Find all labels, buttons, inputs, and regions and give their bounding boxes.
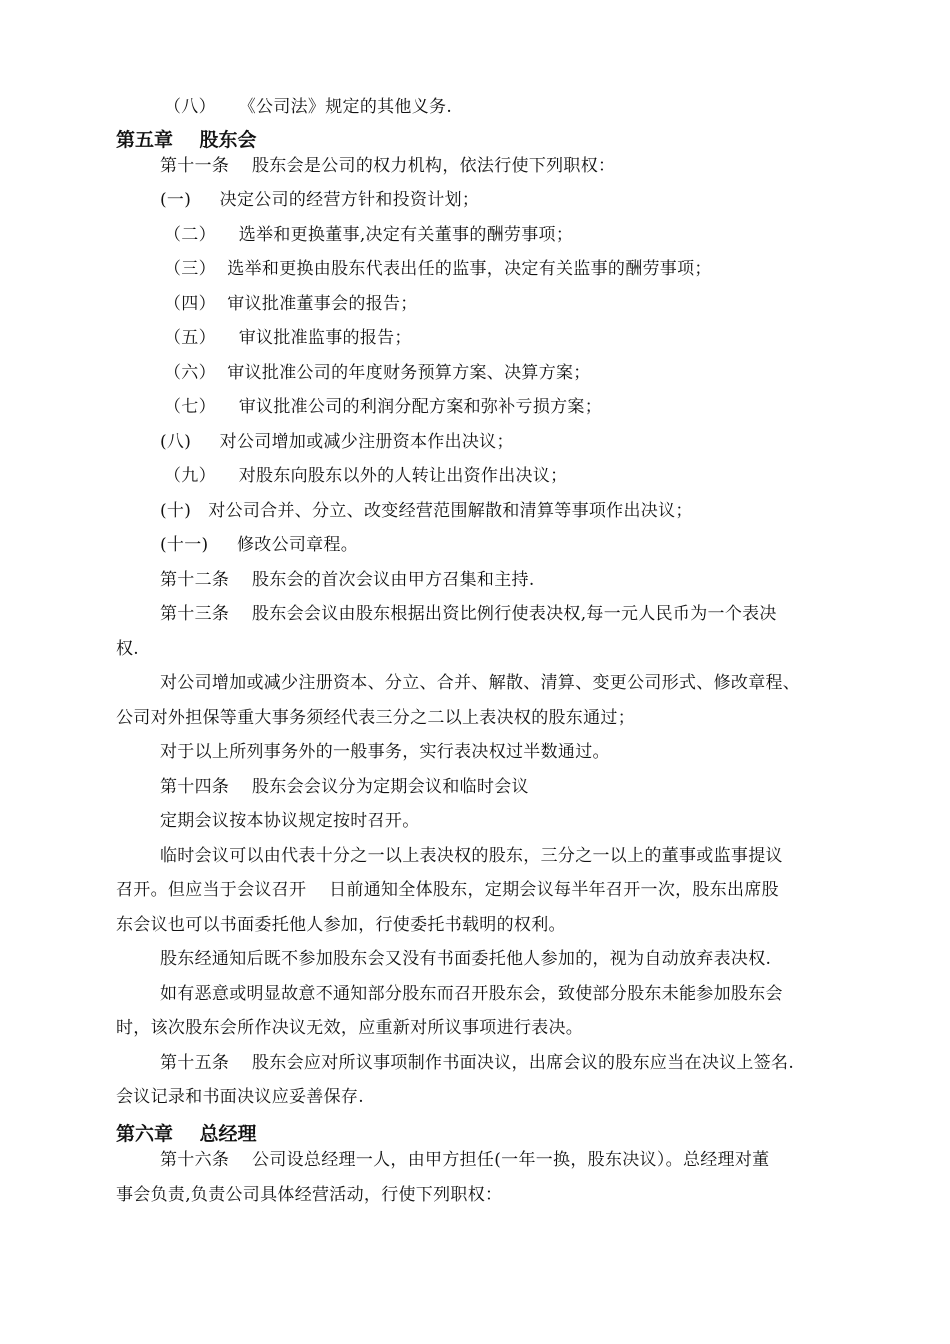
article-line: 第十四条 股东会会议分为定期会议和临时会议 xyxy=(160,777,529,797)
clause-line: （四） 审议批准董事会的报告； xyxy=(164,294,418,314)
paragraph-line: 会议记录和书面决议应妥善保存. xyxy=(116,1087,364,1107)
paragraph-line: 如有恶意或明显故意不通知部分股东而召开股东会，致使部分股东未能参加股东会 xyxy=(160,984,783,1004)
paragraph-line: 定期会议按本协议规定按时召开。 xyxy=(160,811,420,831)
paragraph-line: 事会负责,负责公司具体经营活动，行使下列职权： xyxy=(116,1185,503,1205)
paragraph-line: 权. xyxy=(116,639,140,659)
clause-line: （六） 审议批准公司的年度财务预算方案、决算方案； xyxy=(164,363,591,383)
paragraph-line: 召开。但应当于会议召开 日前通知全体股东，定期会议每半年召开一次，股东出席股 xyxy=(116,880,779,900)
clause-line: (一) 决定公司的经营方针和投资计划； xyxy=(160,190,480,210)
article-line: 第十二条 股东会的首次会议由甲方召集和主持. xyxy=(160,570,535,590)
clause-line: （七） 审议批准公司的利润分配方案和弥补亏损方案； xyxy=(164,397,603,417)
clause-line: （八） 《公司法》规定的其他义务. xyxy=(164,97,453,117)
clause-line: (八) 对公司增加或减少注册资本作出决议； xyxy=(160,432,514,452)
article-line: 第十五条 股东会应对所议事项制作书面决议，出席会议的股东应当在决议上签名. xyxy=(160,1053,795,1073)
article-line: 第十六条 公司设总经理一人，由甲方担任(一年一换，股东决议）。总经理对董 xyxy=(160,1150,770,1170)
chapter-heading: 第五章 股东会 xyxy=(116,129,257,151)
clause-line: (十一) 修改公司章程。 xyxy=(160,535,359,555)
paragraph-line: 股东经通知后既不参加股东会又没有书面委托他人参加的，视为自动放弃表决权. xyxy=(160,949,772,969)
paragraph-line: 公司对外担保等重大事务须经代表三分之二以上表决权的股东通过； xyxy=(116,708,635,728)
clause-line: （三） 选举和更换由股东代表出任的监事，决定有关监事的酬劳事项； xyxy=(164,259,712,279)
clause-line: （二） 选举和更换董事,决定有关董事的酬劳事项； xyxy=(164,225,574,245)
article-line: 第十一条 股东会是公司的权力机构，依法行使下列职权： xyxy=(160,156,616,176)
paragraph-line: 东会议也可以书面委托他人参加，行使委托书载明的权利。 xyxy=(116,915,566,935)
chapter-heading: 第六章 总经理 xyxy=(116,1123,257,1145)
clause-line: （九） 对股东向股东以外的人转让出资作出决议； xyxy=(164,466,568,486)
paragraph-line: 对于以上所列事务外的一般事务，实行表决权过半数通过。 xyxy=(160,742,610,762)
clause-line: (十) 对公司合并、分立、改变经营范围解散和清算等事项作出决议； xyxy=(160,501,693,521)
article-line: 第十三条 股东会会议由股东根据出资比例行使表决权,每一元人民币为一个表决 xyxy=(160,604,777,624)
clause-line: （五） 审议批准监事的报告； xyxy=(164,328,412,348)
paragraph-line: 时，该次股东会所作决议无效，应重新对所议事项进行表决。 xyxy=(116,1018,584,1038)
paragraph-line: 对公司增加或减少注册资本、分立、合并、解散、清算、变更公司形式、修改章程、 xyxy=(160,673,801,693)
paragraph-line: 临时会议可以由代表十分之一以上表决权的股东，三分之一以上的董事或监事提议 xyxy=(160,846,783,866)
